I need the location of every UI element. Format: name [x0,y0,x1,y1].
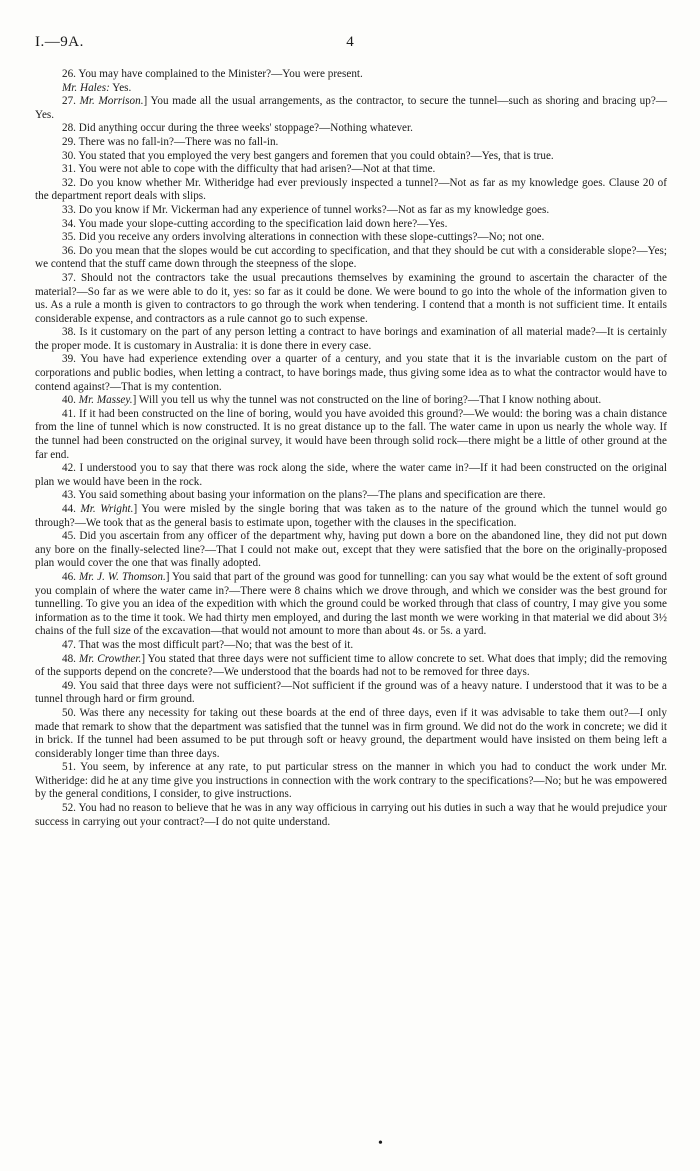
paragraph-text: 30. You stated that you employed the very best gangers and foremen that you could obtain?—Yes, that is true. [62,149,554,162]
footer-mark: • [378,1136,383,1151]
testimony-paragraph [35,530,667,571]
speaker-name: Mr. Morrison. [79,95,144,108]
testimony-paragraph [35,136,667,150]
testimony-paragraph [35,707,667,761]
testimony-paragraph [35,639,667,653]
question-number: 48. [62,652,80,665]
testimony-paragraph [35,272,667,326]
testimony-paragraph [35,231,667,245]
testimony-paragraph [35,408,667,462]
question-number: 40. [62,394,79,407]
testimony-paragraph [35,680,667,707]
testimony-paragraph [35,503,667,530]
paragraph-text: ] You said that part of the ground was good for tunnelling: can you say what would be the extent of soft ground you complain of where the water came in?—There were 8 chains which we drove through, and which we consider was the best ground for tunnelling. To give you an idea of the expedition with which the ground could be worked through that class of country, I may give you some information as to the time it took. We had thirty men employed, and during the last month we were working in that material we did about 3½ chains of the full size of the excavation—that would not amount to more than about 4s. or 5s. a yard. [35,570,667,638]
speaker-name: Mr. J. W. Thomson. [78,570,166,583]
testimony-paragraph [35,95,667,122]
paragraph-text: 42. I understood you to say that there was rock along the side, where the water came in?—If it had been constructed on the original plan we would have been in the rock. [35,462,667,488]
testimony-paragraph [35,163,667,177]
document-body [35,68,667,829]
testimony-paragraph [35,761,667,802]
paragraph-text: Yes. [109,81,132,94]
page-header [35,34,665,52]
paragraph-text: ] You were misled by the single boring that was taken as to the nature of the ground which the tunnel would go through?—We took that as the general basis to estimate upon, together with the clauses in the specification. [35,503,667,529]
question-number: 46. [62,570,79,583]
question-number: 44. [62,503,81,515]
speaker-name: Mr. Crowther. [79,652,142,665]
testimony-paragraph [35,653,667,680]
testimony-paragraph [35,326,667,353]
testimony-paragraph [35,489,667,503]
speaker-name: Mr. Wright. [80,503,134,515]
paragraph-text: 37. Should not the contractors take the usual precautions themselves by examining the ground to ascertain the character of the material?—So far as we were able to do it, yes: so far as it could be done. We were bound to go into the whole of the information given to us. As a rule a month is given to contractors to go through the work when tendering. I contend that a month is not sufficient time. It entails considerable expense, and contractors as a rule cannot go to such expense. [35,271,667,325]
testimony-paragraph [35,462,667,489]
testimony-paragraph [35,150,667,164]
testimony-paragraph [35,68,667,82]
paragraph-text: 26. You may have complained to the Minister?—You were present. [62,68,363,80]
testimony-paragraph [35,122,667,136]
testimony-paragraph [35,218,667,232]
paragraph-text: 32. Do you know whether Mr. Witheridge had ever previously inspected a tunnel?—Not as far as my knowledge goes. Clause 20 of the department report deals with slips. [35,176,667,203]
speaker-name: Mr. Hales: [62,81,110,94]
paragraph-text: 34. You made your slope-cutting according to the specification laid down here?—Yes. [62,217,448,230]
testimony-paragraph [35,204,667,218]
testimony-paragraph [35,177,667,204]
testimony-paragraph [35,394,667,408]
testimony-paragraph [35,571,667,639]
testimony-paragraph [35,353,667,394]
document-id: I.—9A. [35,34,84,50]
paragraph-text: 52. You had no reason to believe that he was in any way officious in carrying out his duties in such a way that he would prejudice your success in carrying out your contract?—I do not quite understand. [35,802,667,828]
speaker-name: Mr. Massey. [78,394,133,407]
paragraph-text: ] Will you tell us why the tunnel was not constructed on the line of boring?—That I know nothing about. [132,394,602,407]
paragraph-text: 47. That was the most difficult part?—No; that was the best of it. [62,638,354,651]
paragraph-text: 43. You said something about basing your information on the plans?—The plans and specification are there. [62,489,546,502]
paragraph-text: 28. Did anything occur during the three weeks' stoppage?—Nothing whatever. [62,122,413,135]
testimony-paragraph [35,82,667,96]
question-number: 27. [62,95,80,108]
paragraph-text: ] You stated that three days were not sufficient time to allow concrete to set. What does that imply; did the removing of the supports depend on the concrete?—We understood that the boards had not to be removed for three days. [35,652,668,679]
paragraph-text: 39. You have had experience extending over a quarter of a century, and you state that it is the invariable custom on the part of corporations and public bodies, when letting a contract, to have borings made, thus giving some idea as to what the contractor would have to contend against?—That is my contention. [35,353,667,393]
testimony-paragraph [35,245,667,272]
paragraph-text: 31. You were not able to cope with the difficulty that had arisen?—Not at that time. [62,163,436,176]
paragraph-text: 35. Did you receive any orders involving alterations in connection with these slope-cuttings?—No; not one. [62,231,545,244]
paragraph-text: 51. You seem, by inference at any rate, to put particular stress on the manner in which you had to conduct the work under Mr. Witheridge: did he at any time give you instructions in connection with the work contrary to the specifications?—No; but he was empowered by the general conditions, I consider, to give instructions. [35,761,667,801]
paragraph-text: 49. You said that three days were not sufficient?—Not sufficient if the ground was of a heavy nature. I understood that it was to be a tunnel through hard or firm ground. [35,679,667,706]
paragraph-text: 50. Was there any necessity for taking out these boards at the end of three days, even if it was advisable to take them out?—I only made that remark to show that the department was satisfied that the tunnel was in firm ground. We did not do the work in concrete; we did it in brick. If the tunnel had been assumed to be put through soft or heavy ground, the department would have insisted on them being left a considerably longer time than three days. [35,706,667,760]
paragraph-text: 29. There was no fall-in?—There was no fall-in. [62,135,279,148]
testimony-paragraph [35,802,667,829]
paragraph-text: 41. If it had been constructed on the line of boring, would you have avoided this ground?—We would: the boring was a chain distance from the line of tunnel which is now constructed. It is no great distance up to the fall. The water came in upon us nearly the whole way. If the tunnel had been constructed on the original survey, it would have been through solid rock—there might be a little of other ground at the far end. [35,407,667,461]
paragraph-text: 45. Did you ascertain from any officer of the department why, having put down a bore on the abandoned line, they did not put down any bore on the finally-selected line?—That I could not make out, except that they were satisfied that the bore on the originally-proposed plan would cover the one that was finally adopted. [35,530,667,570]
paragraph-text: 38. Is it customary on the part of any person letting a contract to have borings and examination of all material made?—It is certainly the proper mode. It is customary in Australia: it is done there in every case. [35,326,667,352]
paragraph-text: 36. Do you mean that the slopes would be cut according to specification, and that they should be cut with a considerable slope?—Yes; we contend that the stuff came down through the steepness of the slope. [35,244,667,271]
paragraph-text: 33. Do you know if Mr. Vickerman had any experience of tunnel works?—Not as far as my knowledge goes. [62,203,550,216]
paragraph-text: ] You made all the usual arrangements, as the contractor, to secure the tunnel—such as shoring and bracing up?—Yes. [35,95,667,121]
page-number: 4 [346,34,354,50]
